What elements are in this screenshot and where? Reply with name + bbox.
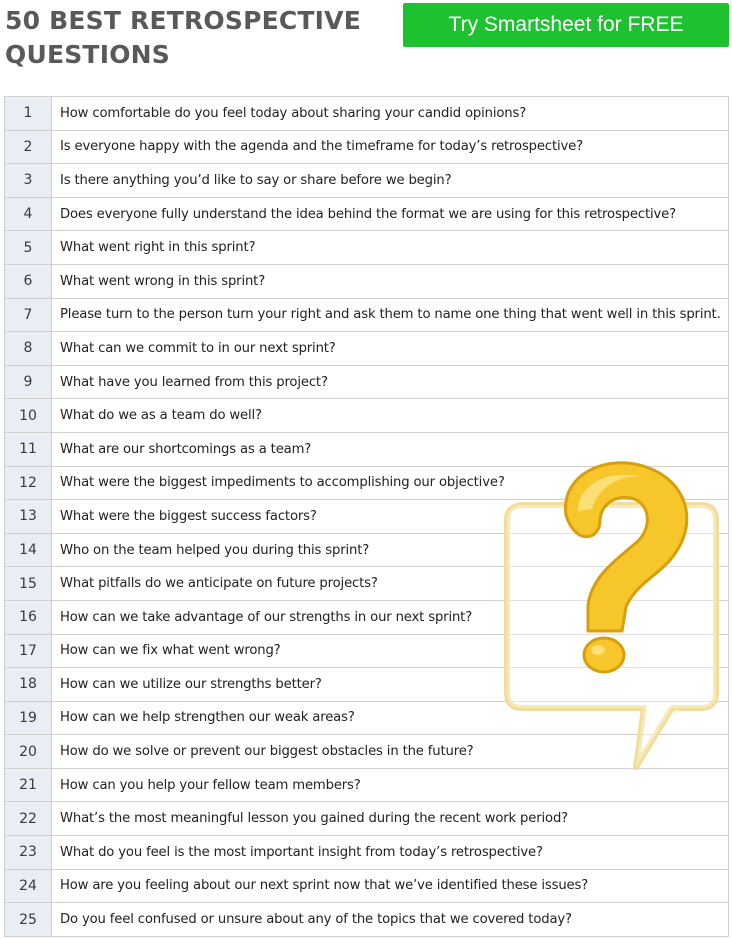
- question-number: 15: [5, 567, 52, 600]
- question-text: What went wrong in this sprint?: [60, 273, 266, 289]
- table-row: [5, 399, 729, 433]
- question-number: 14: [5, 534, 52, 567]
- table-row: [5, 164, 729, 198]
- question-text: What can we commit to in our next sprint?: [60, 340, 336, 356]
- question-text: What have you learned from this project?: [60, 374, 328, 390]
- question-number: 7: [5, 299, 52, 332]
- question-number: 4: [5, 198, 52, 231]
- table-row: [5, 836, 729, 870]
- question-text: Is everyone happy with the agenda and the timeframe for today’s retrospective?: [60, 139, 583, 155]
- table-row: [5, 433, 729, 467]
- table-row: [5, 332, 729, 366]
- question-number: 16: [5, 601, 52, 634]
- table-row: [5, 567, 729, 601]
- table-row: [5, 265, 729, 299]
- table-row: [5, 534, 729, 568]
- table-row: [5, 903, 729, 937]
- question-number: 21: [5, 769, 52, 802]
- table-row: [5, 97, 729, 131]
- question-text: How comfortable do you feel today about sharing your candid opinions?: [60, 105, 527, 121]
- question-text: Who on the team helped you during this sprint?: [60, 542, 370, 558]
- table-row: [5, 131, 729, 165]
- table-row: [5, 231, 729, 265]
- question-number: 2: [5, 131, 52, 164]
- question-text: How can we utilize our strengths better?: [60, 676, 322, 692]
- question-number: 23: [5, 836, 52, 869]
- question-text: What were the biggest success factors?: [60, 508, 317, 524]
- questions-table: [4, 96, 729, 937]
- question-text: How can we take advantage of our strengths in our next sprint?: [60, 609, 473, 625]
- question-text: What were the biggest impediments to accomplishing our objective?: [60, 475, 505, 491]
- table-row: [5, 467, 729, 501]
- question-number: 25: [5, 903, 52, 936]
- table-row: [5, 366, 729, 400]
- question-text: Does everyone fully understand the idea behind the format we are using for this retrospective?: [60, 206, 676, 222]
- table-row: [5, 635, 729, 669]
- table-row: [5, 870, 729, 904]
- question-text: How can we help strengthen our weak areas?: [60, 710, 355, 726]
- question-text: How can we fix what went wrong?: [60, 643, 281, 659]
- try-smartsheet-button[interactable]: Try Smartsheet for FREE: [403, 3, 729, 47]
- table-row: [5, 802, 729, 836]
- question-number: 12: [5, 467, 52, 500]
- question-text: What went right in this sprint?: [60, 240, 256, 256]
- question-number: 5: [5, 231, 52, 264]
- page-title: 50 BEST RETROSPECTIVE QUESTIONS: [5, 6, 362, 69]
- question-number: 22: [5, 802, 52, 835]
- table-row: [5, 769, 729, 803]
- question-number: 10: [5, 399, 52, 432]
- table-row: [5, 299, 729, 333]
- question-text: Please turn to the person turn your right and ask them to name one thing that went well in this sprint.: [60, 307, 721, 323]
- question-number: 13: [5, 500, 52, 533]
- table-row: [5, 601, 729, 635]
- question-text: What’s the most meaningful lesson you gained during the recent work period?: [60, 811, 569, 827]
- question-number: 6: [5, 265, 52, 298]
- question-text: What do we as a team do well?: [60, 408, 262, 424]
- table-row: [5, 500, 729, 534]
- question-text: What pitfalls do we anticipate on future projects?: [60, 576, 378, 592]
- question-number: 20: [5, 735, 52, 768]
- question-text: How are you feeling about our next sprint now that we’ve identified these issues?: [60, 878, 589, 894]
- table-row: [5, 198, 729, 232]
- question-text: Is there anything you’d like to say or share before we begin?: [60, 172, 452, 188]
- table-row: [5, 702, 729, 736]
- question-number: 11: [5, 433, 52, 466]
- question-text: What do you feel is the most important insight from today’s retrospective?: [60, 844, 543, 860]
- question-number: 18: [5, 668, 52, 701]
- question-number: 24: [5, 870, 52, 903]
- question-text: Do you feel confused or unsure about any of the topics that we covered today?: [60, 912, 572, 928]
- question-text: How can you help your fellow team members?: [60, 777, 361, 793]
- table-row: [5, 668, 729, 702]
- question-text: What are our shortcomings as a team?: [60, 441, 312, 457]
- question-number: 9: [5, 366, 52, 399]
- question-number: 17: [5, 635, 52, 668]
- question-number: 1: [5, 97, 52, 130]
- question-text: How do we solve or prevent our biggest obstacles in the future?: [60, 744, 474, 760]
- question-number: 19: [5, 702, 52, 735]
- table-row: [5, 735, 729, 769]
- question-number: 8: [5, 332, 52, 365]
- question-number: 3: [5, 164, 52, 197]
